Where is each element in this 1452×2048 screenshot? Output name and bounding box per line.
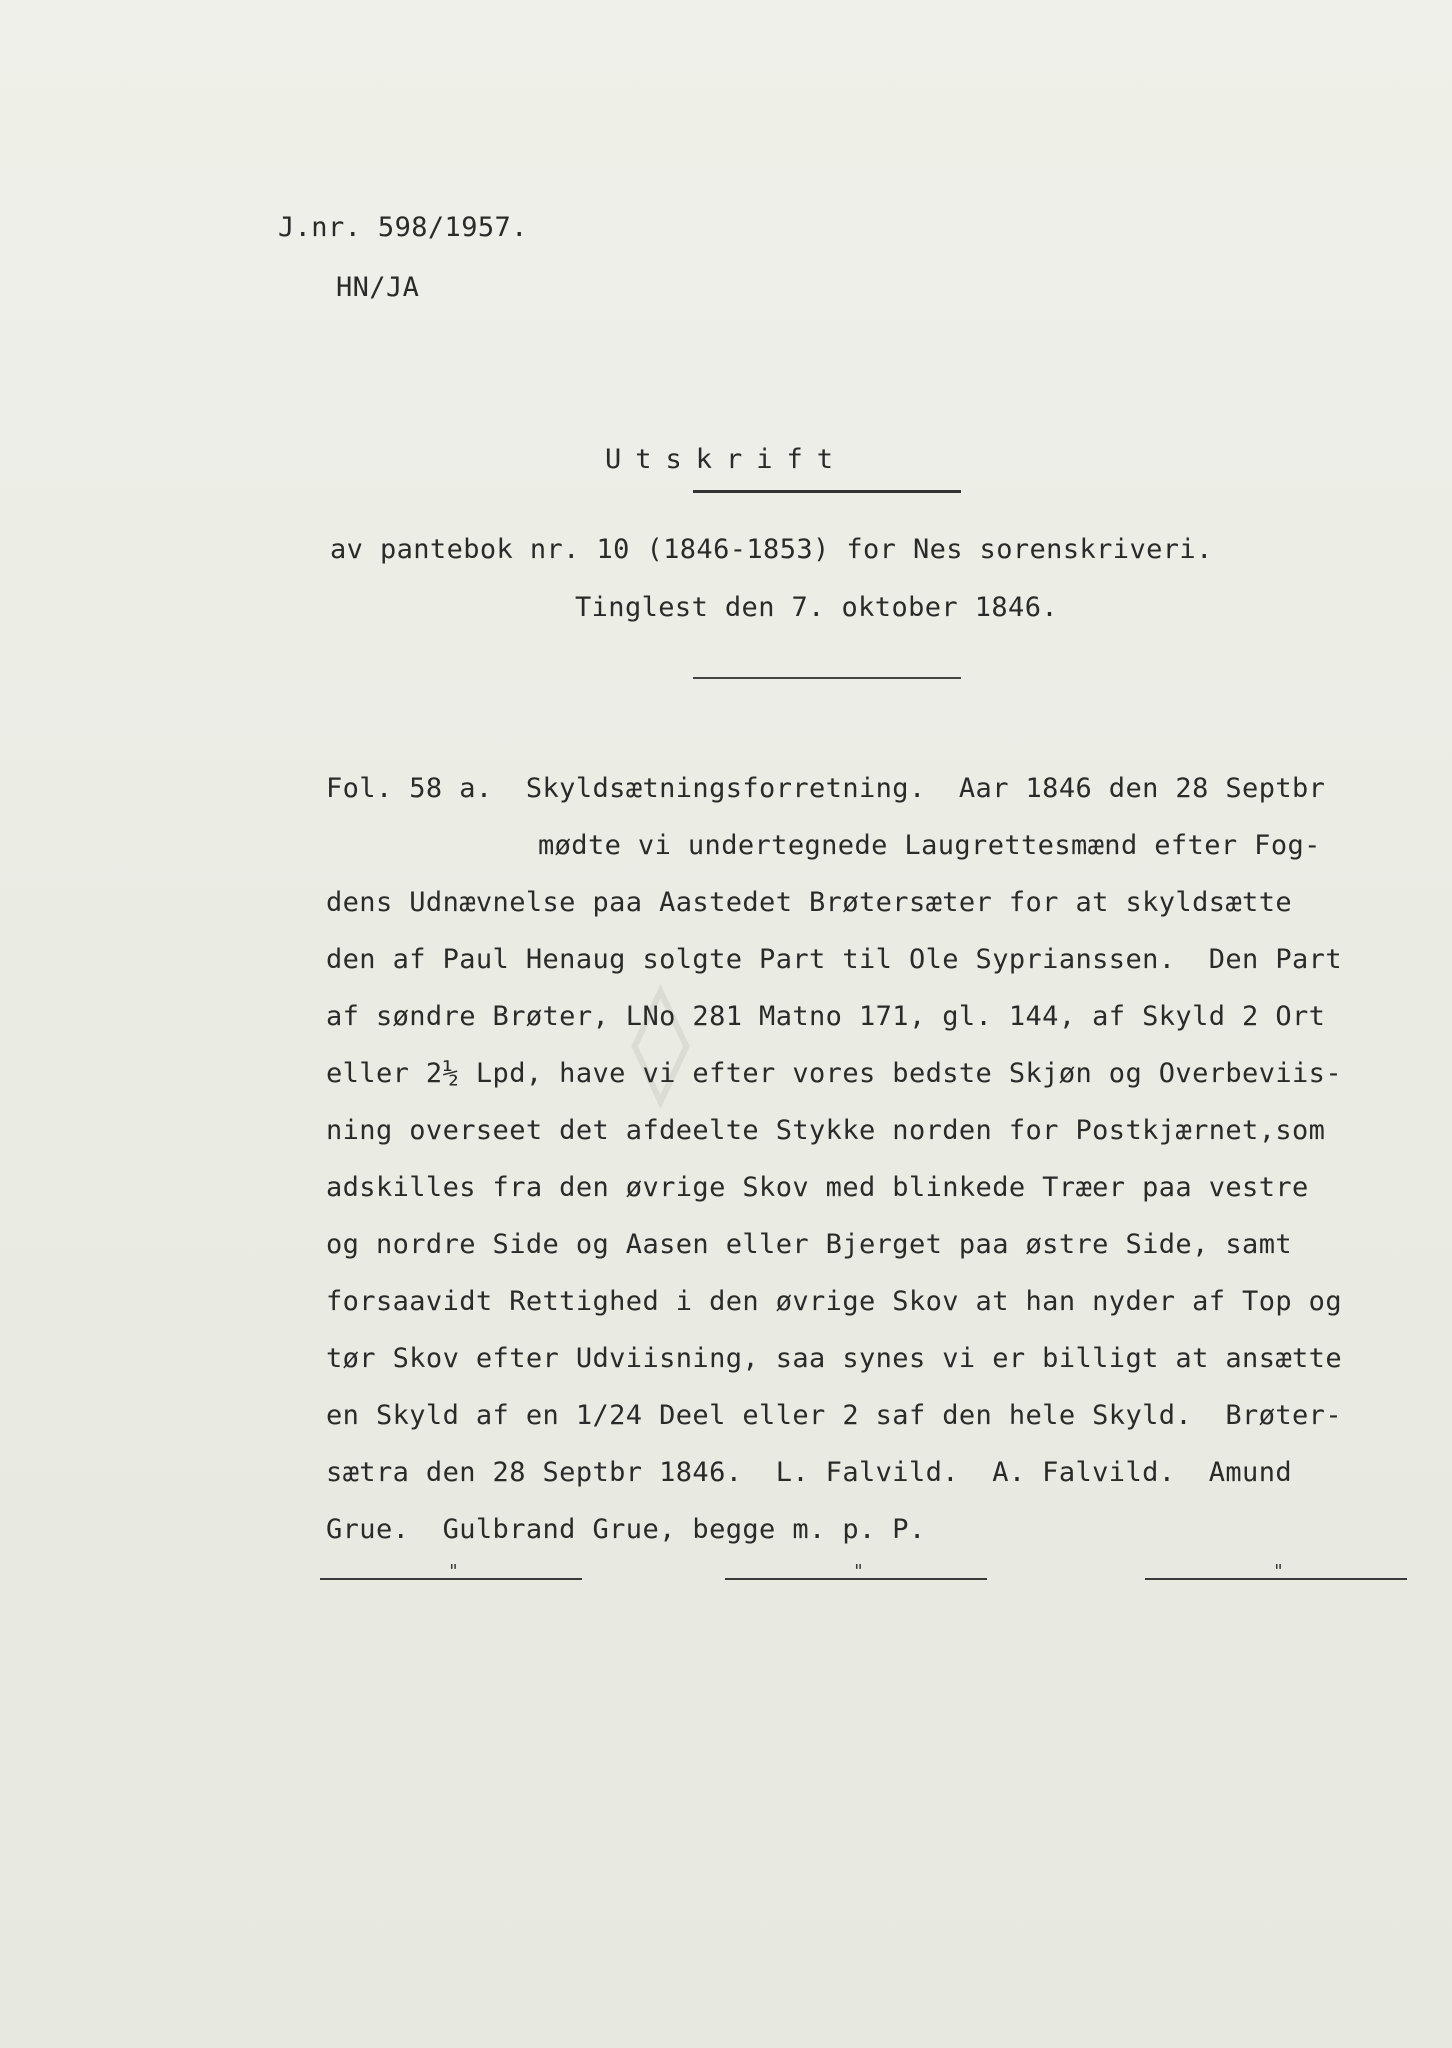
- body-line: dens Udnævnelse paa Aastedet Brøtersæter for at skyldsætte: [326, 887, 1293, 918]
- archive-watermark: ◊: [591, 970, 730, 1110]
- ditto-mark-center: ": [853, 1561, 864, 1582]
- body-line: mødte vi undertegnede Laugrettesmænd efter Fog-: [538, 830, 1321, 861]
- body-line: ning overseet det afdeelte Stykke norden for Postkjærnet,som: [326, 1115, 1326, 1146]
- author-initials: HN/JA: [336, 272, 420, 303]
- body-line: adskilles fra den øvrige Skov med blinkede Træer paa vestre: [326, 1172, 1309, 1203]
- section-divider: [693, 677, 961, 679]
- body-line: forsaavidt Rettighed i den øvrige Skov at han nyder af Top og: [326, 1286, 1342, 1317]
- journal-reference: J.nr. 598/1957.: [278, 212, 528, 243]
- transcript-body: [326, 760, 1406, 1558]
- body-line: af søndre Brøter, LNo 281 Matno 171, gl. 144, af Skyld 2 Ort: [326, 1001, 1326, 1032]
- document-heading: Utskrift: [604, 444, 848, 475]
- ditto-mark-left: ": [448, 1561, 459, 1582]
- registration-date-line: Tinglest den 7. oktober 1846.: [575, 592, 1059, 623]
- body-line: tør Skov efter Udviisning, saa synes vi er billigt at ansætte: [326, 1343, 1342, 1374]
- body-line: Grue. Gulbrand Grue, begge m. p. P.: [326, 1514, 926, 1545]
- ditto-mark-right: ": [1273, 1561, 1284, 1582]
- body-line: en Skyld af en 1/24 Deel eller 2 saf den hele Skyld. Brøter-: [326, 1400, 1342, 1431]
- body-line: den af Paul Henaug solgte Part til Ole Syprianssen. Den Part: [326, 944, 1342, 975]
- body-line: og nordre Side og Aasen eller Bjerget paa østre Side, samt: [326, 1229, 1293, 1260]
- body-line: Fol. 58 a. Skyldsætningsforretning. Aar 1846 den 28 Septbr: [326, 773, 1326, 804]
- heading-underline: [693, 490, 961, 493]
- body-line: eller 2½ Lpd, have vi efter vores bedste Skjøn og Overbeviis-: [326, 1058, 1342, 1089]
- body-line: sætra den 28 Septbr 1846. L. Falvild. A. Falvild. Amund: [326, 1457, 1293, 1488]
- source-line: av pantebok nr. 10 (1846-1853) for Nes sorenskriveri.: [330, 534, 1213, 565]
